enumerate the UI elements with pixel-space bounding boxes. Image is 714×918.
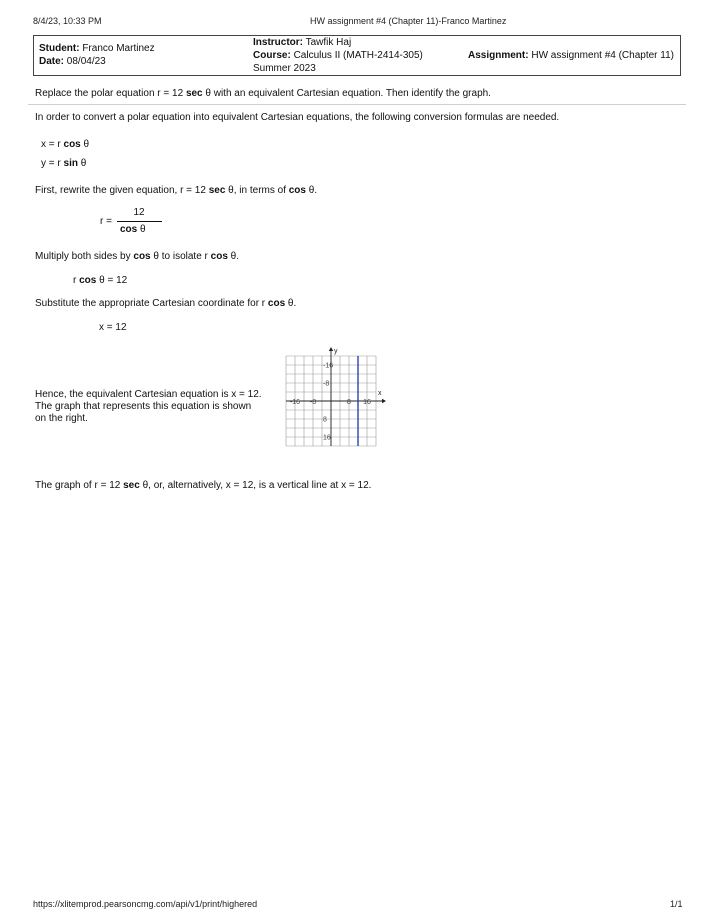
y-tick-label: -16 xyxy=(323,362,334,370)
hence-line-2: The graph that represents this equation is shown xyxy=(35,401,252,412)
fraction-numerator: 12 xyxy=(133,207,145,218)
footer-url: https://xlitemprod.pearsoncmg.com/api/v1/print/highered xyxy=(33,899,258,909)
formula-x: x = r cos θ xyxy=(41,139,90,150)
x-axis-label: x xyxy=(378,390,382,397)
question-text: Replace the polar equation r = 12 sec θ with an equivalent Cartesian equation. Then identify the graph. xyxy=(35,88,491,99)
x-tick-label: -8 xyxy=(309,399,317,406)
document-title: HW assignment #4 (Chapter 11)-Franco Martinez xyxy=(310,16,507,26)
cartesian-graph xyxy=(278,344,390,456)
x-tick-label: 16 xyxy=(363,399,371,406)
x-tick-label: -16 xyxy=(289,399,301,406)
footer-page-number: 1/1 xyxy=(670,899,683,909)
y-tick-label: -8 xyxy=(323,380,330,388)
hence-line-3: on the right. xyxy=(35,413,88,424)
step-multiply: Multiply both sides by cos θ to isolate r cos θ. xyxy=(35,251,240,262)
fraction-bar xyxy=(117,221,162,222)
print-timestamp: 8/4/23, 10:33 PM xyxy=(33,16,102,26)
y-tick-label: 8 xyxy=(323,416,327,424)
conclusion-text: The graph of r = 12 sec θ, or, alternatively, x = 12, is a vertical line at x = 12. xyxy=(35,480,372,491)
x-tick-label: 8 xyxy=(347,399,351,406)
fraction-denominator: cos θ xyxy=(120,224,146,235)
date-info: Date: 08/04/23 xyxy=(39,56,106,67)
fraction-lhs: r = xyxy=(100,216,112,227)
fraction-equation xyxy=(100,207,160,239)
student-info: Student: Franco Martinez xyxy=(39,43,155,54)
x-axis-arrow xyxy=(382,399,386,403)
y-tick-label: 16 xyxy=(323,434,331,442)
y-axis-arrow xyxy=(329,347,333,351)
course-info: Course: Calculus II (MATH-2414-305) xyxy=(253,50,423,61)
step-rewrite: First, rewrite the given equation, r = 12 sec θ, in terms of cos θ. xyxy=(35,185,318,196)
axes xyxy=(286,347,386,446)
intro-text: In order to convert a polar equation into equivalent Cartesian equations, the following conversion formulas are needed. xyxy=(35,112,560,123)
divider xyxy=(28,104,686,105)
equation-rcos: r cos θ = 12 xyxy=(73,275,128,286)
hence-line-1: Hence, the equivalent Cartesian equation is x = 12. xyxy=(35,389,262,400)
y-axis-label: y xyxy=(334,348,338,355)
equation-x12: x = 12 xyxy=(99,322,127,333)
assignment-info-box xyxy=(33,35,681,76)
tick-labels xyxy=(290,363,371,442)
term-info: Summer 2023 xyxy=(253,63,316,74)
step-substitute: Substitute the appropriate Cartesian coordinate for r cos θ. xyxy=(35,298,297,309)
assignment-info: Assignment: HW assignment #4 (Chapter 11) xyxy=(468,50,674,61)
instructor-info: Instructor: Tawfik Haj xyxy=(253,37,352,48)
formula-y: y = r sin θ xyxy=(41,158,87,169)
